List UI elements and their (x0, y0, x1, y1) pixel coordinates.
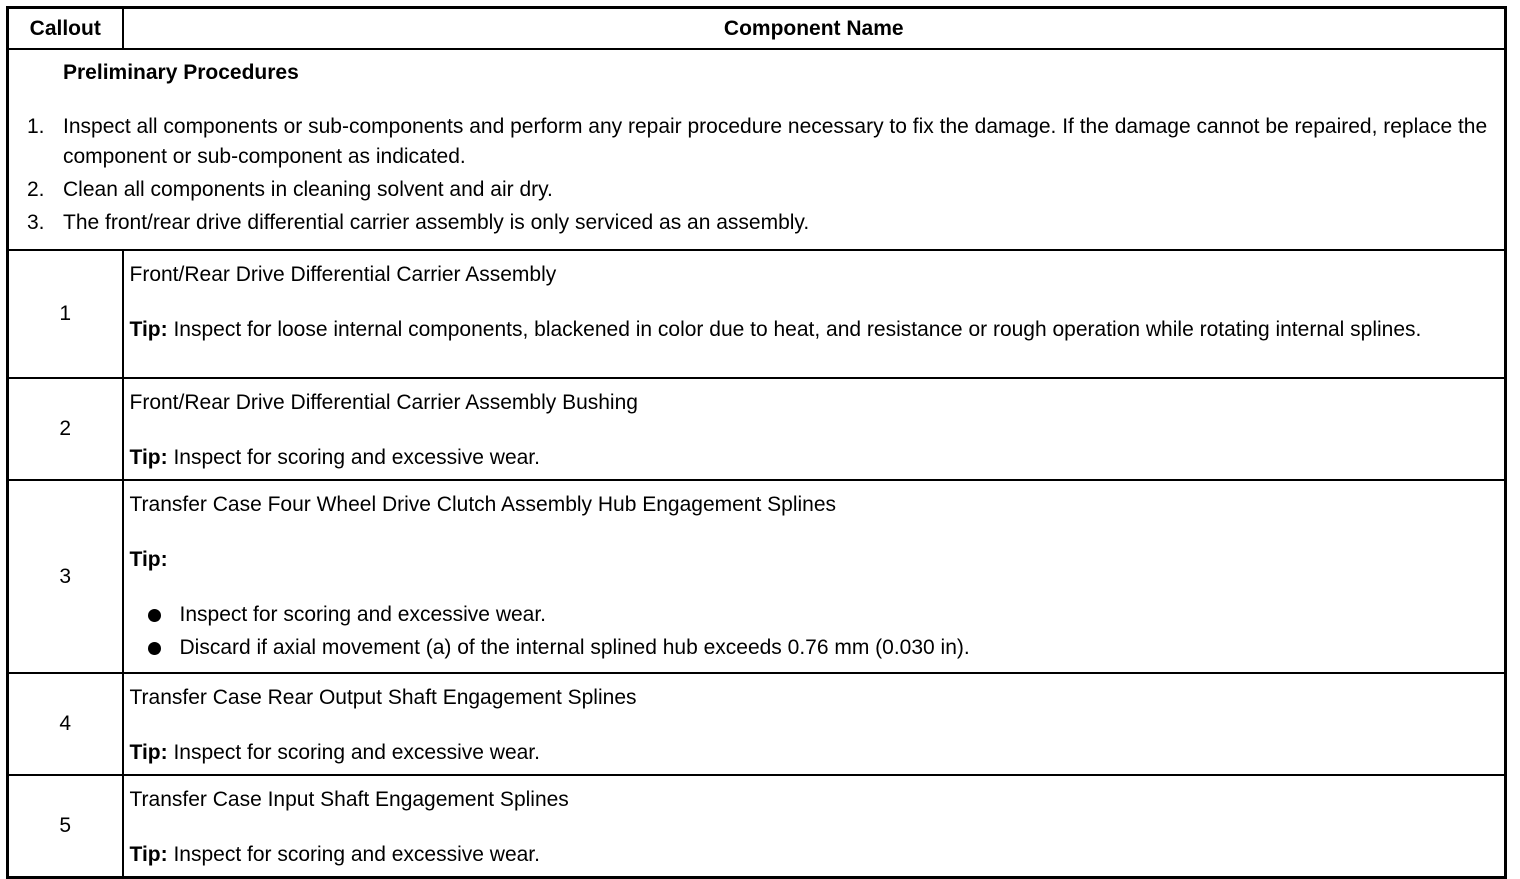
component-cell (123, 378, 1506, 480)
callout-number: 5 (8, 775, 123, 878)
component-cell (123, 775, 1506, 878)
tip-label: Tip: (129, 741, 168, 764)
preliminary-step (27, 175, 1490, 205)
preliminary-cell (8, 49, 1506, 250)
table-row (8, 480, 1506, 673)
tip-text (130, 840, 1495, 870)
step-text: Clean all components in cleaning solvent and air dry. (63, 178, 553, 201)
bullet-item (130, 600, 1495, 630)
step-text: The front/rear drive differential carrier assembly is only serviced as an assembly. (63, 211, 810, 234)
component-table (6, 6, 1507, 879)
step-number: 2. (27, 178, 45, 201)
preliminary-step (27, 112, 1490, 172)
step-number: 1. (27, 115, 45, 138)
tip-label: Tip: (129, 446, 168, 469)
component-name: Front/Rear Drive Differential Carrier Assembly (129, 263, 557, 286)
component-name: Front/Rear Drive Differential Carrier Assembly Bushing (129, 391, 638, 414)
tip-text (130, 738, 1495, 768)
tip-content: Inspect for scoring and excessive wear. (173, 843, 540, 866)
callout-header: Callout (8, 8, 123, 50)
bullet-item (130, 633, 1495, 663)
preliminary-row (8, 49, 1506, 250)
preliminary-steps (27, 112, 1490, 238)
tip-label: Tip: (129, 318, 168, 341)
tip-text (130, 315, 1495, 345)
component-cell (123, 250, 1506, 378)
component-name: Transfer Case Rear Output Shaft Engagement Splines (129, 686, 637, 709)
table-row (8, 378, 1506, 480)
step-number: 3. (27, 211, 45, 234)
bullet-text: Discard if axial movement (a) of the internal splined hub exceeds 0.76 mm (0.030 in). (179, 636, 970, 659)
step-text: Inspect all components or sub-components and perform any repair procedure necessary to fix the damage. If the damage cannot be repaired, replace the component or sub-component as indicated. (63, 115, 1488, 168)
preliminary-title: Preliminary Procedures (63, 61, 299, 84)
table-row (8, 673, 1506, 775)
tip-text (130, 443, 1495, 473)
tip-content: Inspect for scoring and excessive wear. (173, 741, 540, 764)
tip-content: Inspect for scoring and excessive wear. (173, 446, 540, 469)
callout-number: 1 (8, 250, 123, 378)
bullet-text: Inspect for scoring and excessive wear. (179, 603, 547, 626)
tip-label: Tip: (129, 843, 168, 866)
table-row (8, 775, 1506, 878)
callout-number: 2 (8, 378, 123, 480)
component-name: Transfer Case Four Wheel Drive Clutch Assembly Hub Engagement Splines (129, 493, 837, 516)
component-cell (123, 480, 1506, 673)
component-name: Transfer Case Input Shaft Engagement Splines (129, 788, 569, 811)
tip-label: Tip: (129, 548, 168, 571)
tip-text (130, 545, 1495, 575)
callout-number: 4 (8, 673, 123, 775)
callout-number: 3 (8, 480, 123, 673)
table-header-row (8, 8, 1506, 50)
bullet-icon (148, 642, 161, 655)
component-cell (123, 673, 1506, 775)
tip-bullets (130, 600, 1495, 663)
preliminary-step (27, 208, 1490, 238)
table-row (8, 250, 1506, 378)
tip-content: Inspect for loose internal components, blackened in color due to heat, and resistance or rough operation while rotating internal splines. (173, 318, 1422, 341)
bullet-icon (148, 609, 161, 622)
component-name-header: Component Name (123, 8, 1506, 50)
